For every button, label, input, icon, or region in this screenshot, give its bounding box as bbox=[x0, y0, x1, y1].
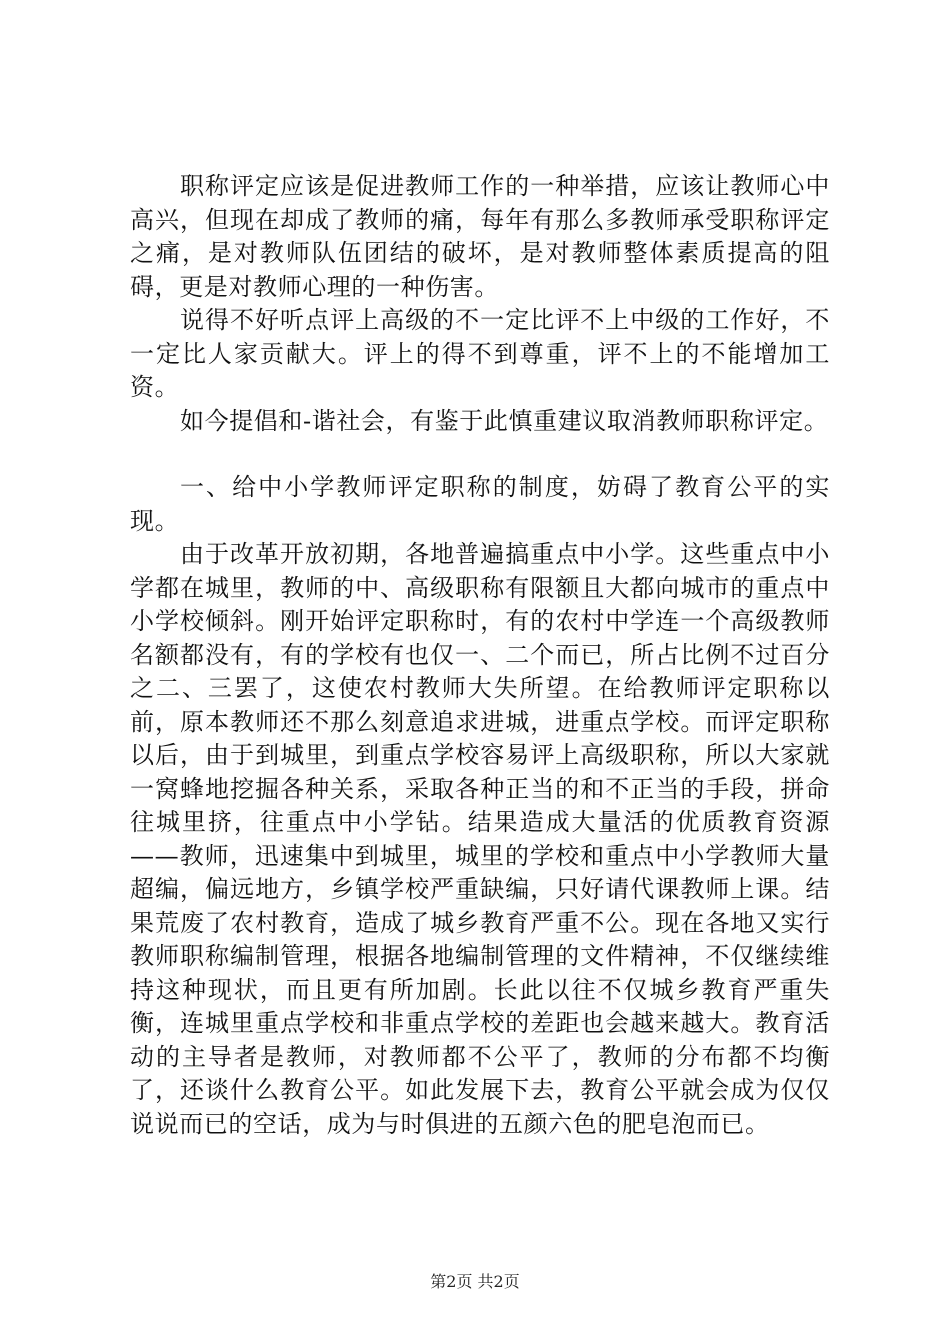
paragraph-2: 说得不好听点评上高级的不一定比评不上中级的工作好，不一定比人家贡献大。评上的得不到尊重，评不上的不能增加工资。 bbox=[130, 306, 830, 401]
paragraph-1: 职称评定应该是促进教师工作的一种举措，应该让教师心中高兴，但现在却成了教师的痛，每年有那么多教师承受职称评定之痛，是对教师队伍团结的破坏，是对教师整体素质提高的阻碍，更是对教师心理的一种伤害。 bbox=[130, 172, 830, 301]
section-heading: 一、给中小学教师评定职称的制度，妨碍了教育公平的实现。 bbox=[130, 473, 830, 535]
paragraph-4: 由于改革开放初期，各地普遍搞重点中小学。这些重点中小学都在城里，教师的中、高级职称有限额且大都向城市的重点中小学校倾斜。刚开始评定职称时，有的农村中学连一个高级教师名额都没有，有的学校有也仅一、二个而已，所占比例不过百分之二、三罢了，这使农村教师大失所望。在给教师评定职称以前，原本教师还不那么刻意追求进城，进重点学校。而评定职称以后，由于到城里，到重点学校容易评上高级职称，所以大家就一窝蜂地挖掘各种关系，采取各种正当的和不正当的手段，拼命往城里挤，往重点中小学钻。结果造成大量活的优质教育资源——教师，迅速集中到城里，城里的学校和重点中小学教师大量超编，偏远地方，乡镇学校严重缺编，只好请代课教师上课。结果荒废了农村教育，造成了城乡教育严重不公。现在各地又实行教师职称编制管理，根据各地编制管理的文件精神，不仅继续维持这种现状，而且更有所加剧。长此以往不仅城乡教育严重失衡，连城里重点学校和非重点学校的差距也会越来越大。教育活动的主导者是教师，对教师都不公平了，教师的分布都不均衡了，还谈什么教育公平。如此发展下去，教育公平就会成为仅仅说说而已的空话，成为与时俱进的五颜六色的肥皂泡而已。 bbox=[130, 540, 830, 1138]
paragraph-spacer bbox=[130, 438, 830, 471]
page-number-footer: 第2页 共2页 bbox=[430, 1272, 520, 1291]
document-body bbox=[130, 170, 830, 1141]
paragraph-3: 如今提倡和-谐社会，有鉴于此慎重建议取消教师职称评定。 bbox=[180, 406, 829, 435]
